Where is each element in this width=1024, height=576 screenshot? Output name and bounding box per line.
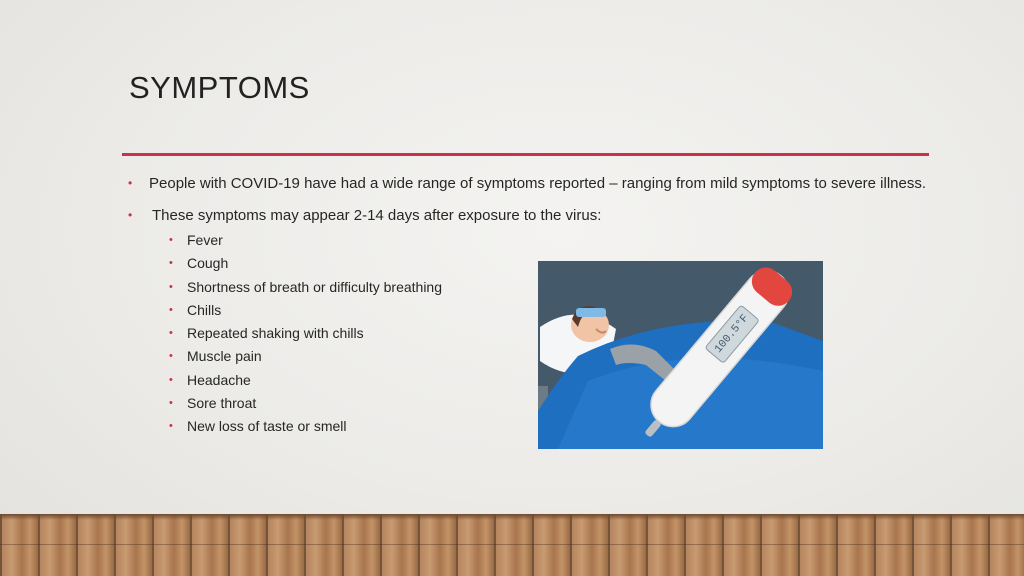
bullet-dot: • — [128, 208, 133, 222]
bullet-dot: • — [169, 303, 173, 316]
title-divider — [122, 153, 929, 156]
bullet-dot: • — [169, 257, 173, 270]
bullet-dot: • — [169, 397, 173, 410]
bullet-dot: • — [169, 420, 173, 433]
bullet-text: These symptoms may appear 2-14 days after exposure to the virus: — [152, 207, 602, 224]
symptom-text: Shortness of breath or difficulty breathing — [187, 278, 443, 295]
symptom-text: Chills — [187, 301, 222, 318]
bullet-item — [128, 173, 928, 194]
sick-patient-illustration — [538, 261, 823, 449]
cold-compress — [576, 308, 606, 317]
symptom-text: New loss of taste or smell — [187, 418, 347, 435]
bullet-dot: • — [128, 176, 133, 190]
bullet-dot: • — [169, 234, 173, 246]
symptom-text: Repeated shaking with chills — [187, 325, 364, 342]
bullet-dot: • — [169, 280, 173, 293]
bullet-dot: • — [169, 350, 173, 363]
symptom-text: Sore throat — [187, 395, 257, 412]
slide-title: SYMPTOMS — [129, 70, 310, 105]
thermometer-reading: 100.5°F — [712, 312, 752, 356]
symptom-text: Fever — [187, 232, 223, 248]
symptom-text: Cough — [187, 255, 229, 272]
bullet-dot: • — [169, 373, 173, 386]
symptom-text: Muscle pain — [187, 348, 262, 365]
bullet-text: People with COVID-19 have had a wide range of symptoms reported – ranging from mild symptoms to severe illness. — [149, 175, 927, 192]
symptom-item — [128, 230, 928, 253]
symptom-text: Headache — [187, 371, 251, 388]
bullet-dot: • — [169, 327, 173, 340]
wood-floor — [0, 514, 1024, 576]
